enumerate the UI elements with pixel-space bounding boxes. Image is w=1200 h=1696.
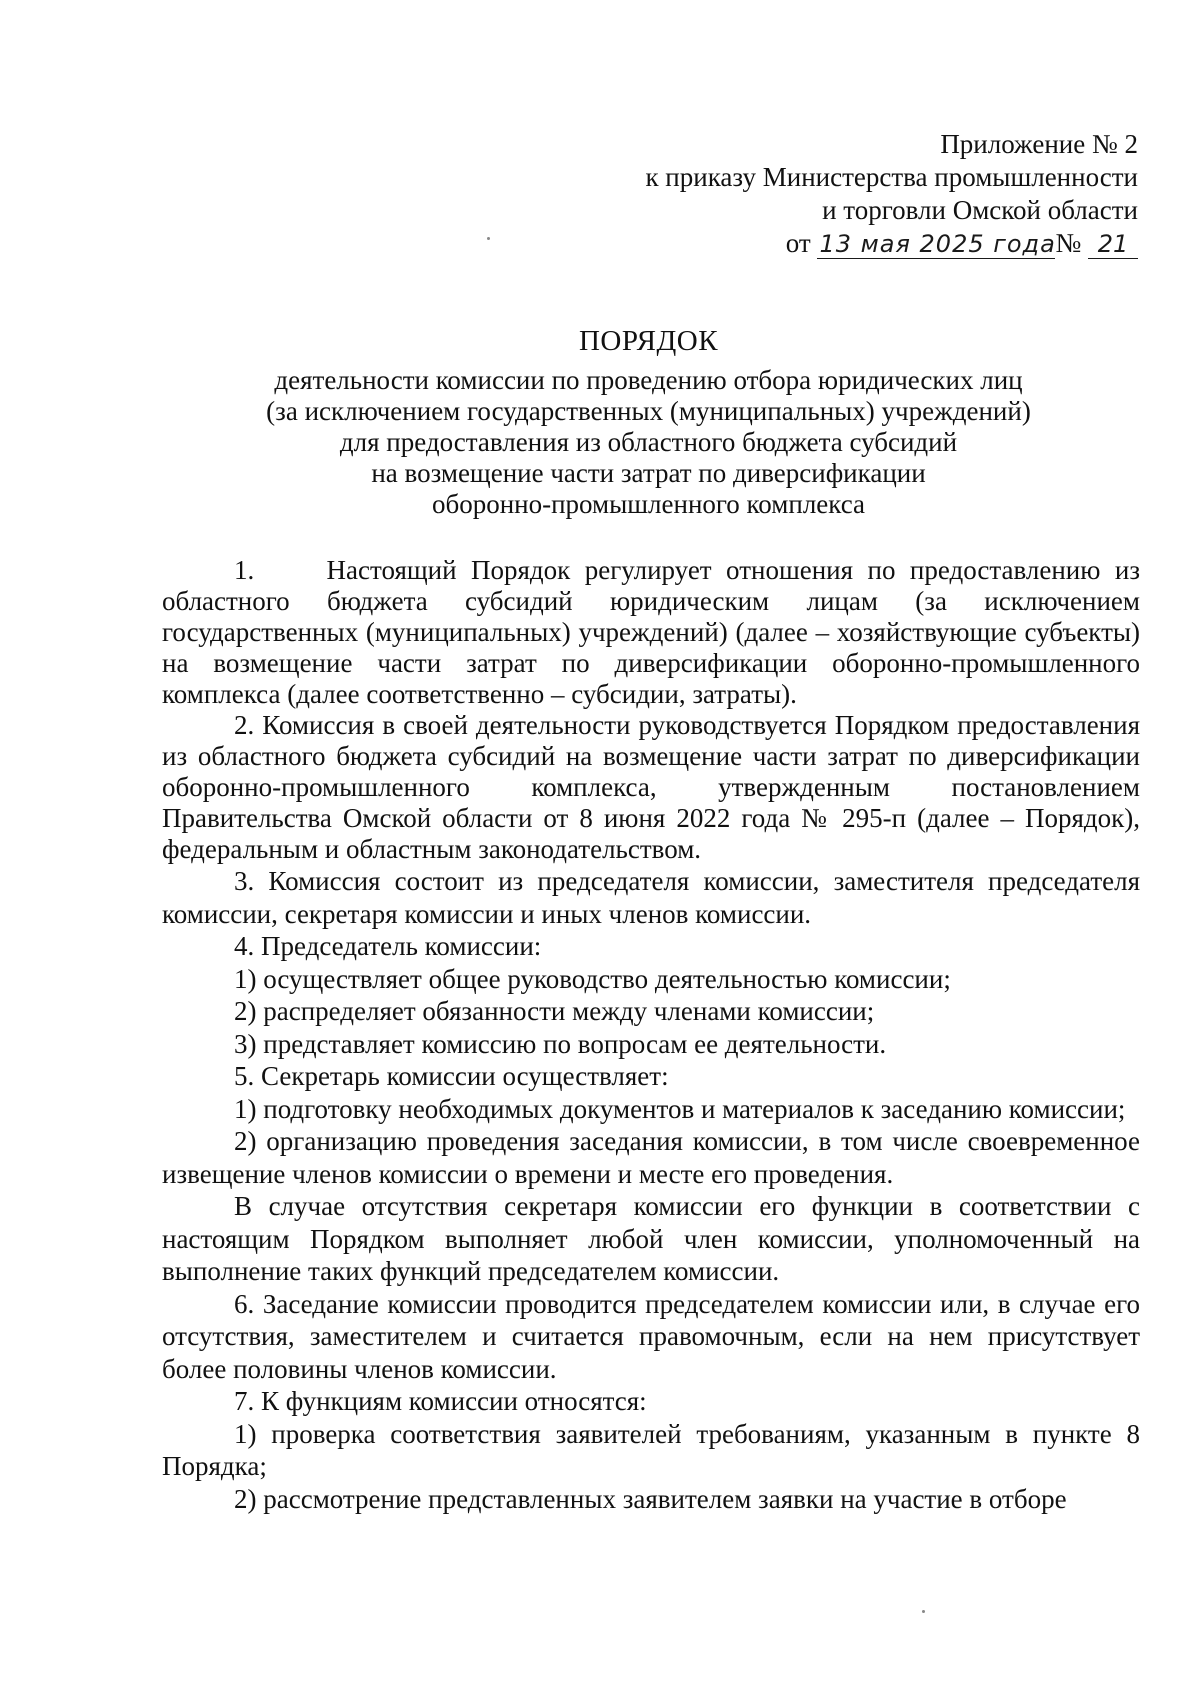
date-prefix: от	[785, 228, 811, 258]
paragraph: 1) проверка соответствия заявителей требованиям, указанным в пункте 8 Порядка;	[162, 1418, 1140, 1481]
paragraph: 2) рассмотрение представленных заявителем заявки на участие в отборе	[234, 1483, 1067, 1514]
appendix-number: Приложение № 2	[940, 129, 1138, 159]
paragraph: 7. К функциям комиссии относятся:	[234, 1386, 647, 1416]
paragraph: 2) распределяет обязанности между членами комиссии;	[234, 996, 875, 1026]
paragraph: 6. Заседание комиссии проводится председателем комиссии или, в случае его отсутствия, заместителем и считается правомочным, если на нем присутствует более половины членов комиссии.	[162, 1288, 1140, 1384]
number-sign: №	[1055, 228, 1082, 258]
handwritten-date: 13 мая 2025 года	[819, 230, 1056, 258]
scan-speck	[487, 237, 490, 240]
paragraph: В случае отсутствия секретаря комиссии его функции в соответствии с настоящим Порядком выполняет любой член комиссии, уполномоченный на выполнение таких функций председателем комиссии.	[162, 1191, 1140, 1286]
title-line: на возмещение части затрат по диверсификации	[371, 458, 926, 488]
paragraph: 1) осуществляет общее руководство деятельностью комиссии;	[234, 963, 951, 994]
scan-speck	[922, 1610, 925, 1613]
handwritten-number: 21	[1088, 230, 1138, 259]
title-line: оборонно-промышленного комплекса	[431, 489, 866, 519]
appendix-order-ref: к приказу Министерства промышленности	[645, 162, 1138, 192]
appendix-ministry: и торговли Омской области	[822, 195, 1138, 225]
paragraph: 2. Комиссия в своей деятельности руководствуется Порядком предоставления из областного бюджета субсидий на возмещение части затрат по диверсификации оборонно-промышленного комплекса, утвержденным постановлением Правительства Омской области от 8 июня 2022 года № 295-п (далее – Порядок), федеральным и областным законодательством.	[162, 710, 1140, 864]
document-title	[160, 326, 1137, 520]
paragraph: 1. Настоящий Порядок регулирует отношения по предоставлению из областного бюджета субсидий юридическим лицам (за исключением государственных (муниципальных) учреждений) (далее – хозяйствующие субъекты) на возмещение части затрат по диверсификации оборонно-промышленного комплекса (далее соответственно – субсидии, затраты).	[162, 555, 1140, 709]
title-heading: ПОРЯДОК	[578, 325, 719, 357]
paragraph: 5. Секретарь комиссии осуществляет:	[234, 1061, 669, 1091]
title-line: деятельности комиссии по проведению отбора юридических лиц	[274, 365, 1023, 395]
title-line: для предоставления из областного бюджета субсидий	[339, 427, 958, 457]
document-body	[162, 555, 1140, 1515]
paragraph: 2) организацию проведения заседания комиссии, в том числе своевременное извещение членов комиссии о времени и месте его проведения.	[162, 1126, 1140, 1189]
title-line: (за исключением государственных (муниципальных) учреждений)	[266, 396, 1031, 426]
paragraph: 3. Комиссия состоит из председателя комиссии, заместителя председателя комиссии, секретаря комиссии и иных членов комиссии.	[162, 866, 1140, 929]
appendix-header	[645, 128, 1138, 260]
paragraph: 4. Председатель комиссии:	[234, 931, 542, 961]
appendix-date-line	[645, 227, 1138, 260]
paragraph: 1) подготовку необходимых документов и материалов к заседанию комиссии;	[234, 1093, 1126, 1124]
paragraph: 3) представляет комиссию по вопросам ее деятельности.	[234, 1028, 887, 1059]
